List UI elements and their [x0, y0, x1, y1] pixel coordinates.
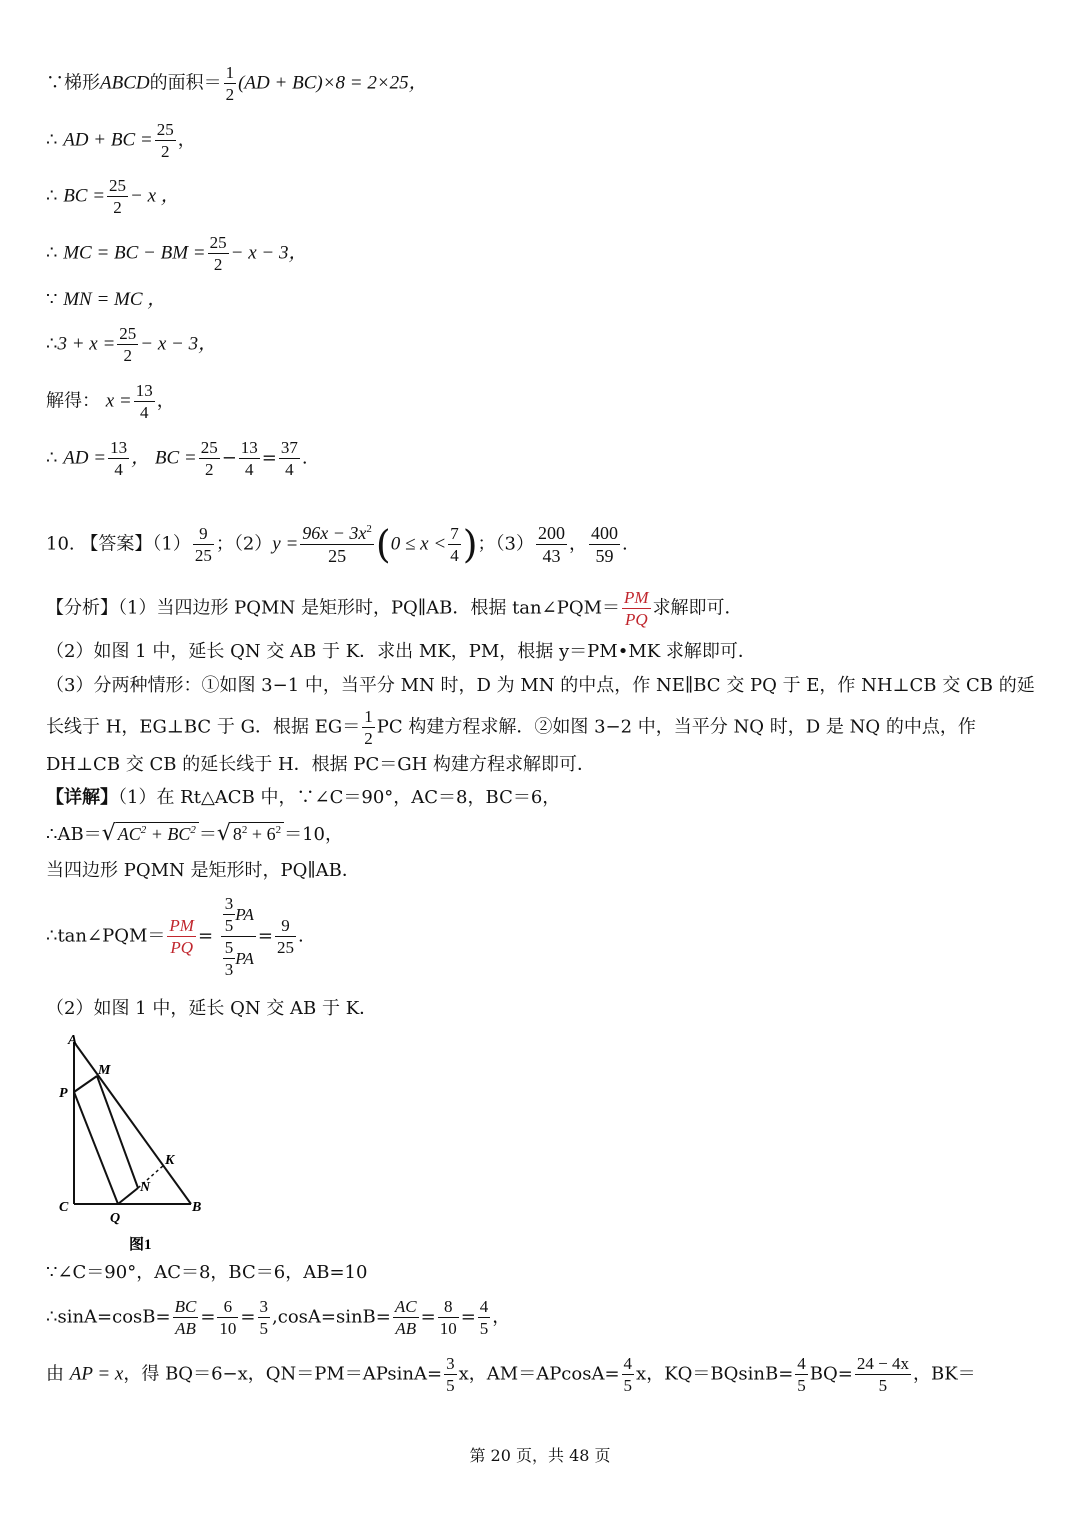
text: ，	[568, 533, 587, 555]
detail-line-1	[46, 789, 560, 807]
text: （1）	[152, 533, 191, 555]
text: （3）分两种情形：①如图 3−1 中，当平分 MN 时，D 为 MN 的中点，作 NE∥BC 交 PQ 于 E，作 NH⊥CB 交 CB 的延	[46, 675, 1035, 696]
text: ；	[477, 533, 496, 555]
side-ab	[74, 1042, 191, 1204]
analysis-line-1	[46, 589, 743, 628]
fraction: $\frac{1}{2}$	[225, 63, 235, 104]
fraction: $\frac{7}{4}$	[450, 524, 459, 565]
line-4	[46, 234, 307, 273]
text: DH⊥CB 交 CB 的延长线于 H．根据 PC＝GH 构建方程求解即可．	[46, 754, 596, 775]
analysis-line-4	[46, 708, 976, 747]
fraction: $\frac{200}{43}$	[537, 523, 565, 566]
line-3	[46, 177, 180, 216]
detail-line-3	[46, 862, 360, 880]
analysis-tag: 【分析】	[46, 597, 118, 619]
text: ，	[156, 390, 175, 412]
analysis-line-2	[46, 643, 756, 661]
text: ＝	[198, 824, 217, 845]
math: x =	[105, 390, 132, 412]
math: MC = BC − BM =	[63, 242, 206, 264]
fraction: $\frac{4}{5}$	[479, 1297, 489, 1338]
line-1	[46, 64, 428, 103]
text: ∵梯形	[46, 72, 100, 94]
text: ∴	[46, 333, 58, 355]
math: ABCD	[100, 72, 150, 94]
segment-pq	[74, 1092, 118, 1204]
detail-line-5	[46, 1000, 377, 1018]
figure-1	[46, 1030, 226, 1255]
text: （2）	[233, 533, 273, 555]
text: ，	[492, 1306, 511, 1328]
fraction: $\frac{400}{59}$	[590, 523, 618, 566]
fraction: $\frac{9}{25}$	[194, 524, 212, 565]
text: 的面积＝	[149, 72, 222, 94]
after-line-1	[46, 1264, 367, 1282]
fraction: $\frac{3}{5}$	[259, 1297, 269, 1338]
label-q: Q	[110, 1211, 121, 1226]
math: (AD + BC)×8 = 2×25，	[238, 72, 428, 94]
fraction: $\frac{4}{5}$	[797, 1354, 806, 1395]
text: 当四边形 PQMN 是矩形时，PQ∥AB．	[46, 860, 360, 881]
label-m: M	[98, 1063, 111, 1078]
text: （3）	[495, 533, 534, 555]
text: 求解即可．	[652, 597, 743, 619]
segment-pm	[74, 1076, 97, 1092]
text: ；	[215, 533, 234, 555]
math: BC =	[63, 185, 106, 207]
text: ∴tan∠PQM＝	[46, 925, 166, 947]
text: （2）如图 1 中，延长 QN 交 AB 于 K．求出 MK，PM，根据 y＝PM•MK 求解即可．	[46, 641, 756, 662]
line-8	[46, 439, 308, 478]
math: AD + BC =	[63, 129, 153, 151]
text: .	[301, 447, 308, 469]
compound-fraction: $\frac{3}{5}$ PA $\frac{5}{3}$ PA	[221, 895, 256, 978]
label-p: P	[59, 1086, 68, 1101]
text: ，BK＝	[912, 1363, 976, 1385]
figure-caption: 图1	[129, 1237, 152, 1253]
fraction: $\frac{96x - 3x^2}{25}$	[302, 523, 372, 566]
after-line-3	[46, 1355, 976, 1394]
fraction: $\frac{PM}{PQ}$	[169, 916, 194, 957]
text: ∴	[46, 185, 58, 207]
text: ∴	[46, 447, 58, 469]
analysis-line-5	[46, 756, 595, 774]
fraction: $\frac{9}{25}$	[276, 916, 294, 957]
fraction: $\frac{13}{4}$	[240, 438, 258, 479]
line-2	[46, 121, 196, 160]
line-7	[46, 382, 175, 421]
fraction: $\frac{25}{2}$	[200, 438, 218, 479]
paren-left: (	[375, 522, 391, 567]
fraction: $\frac{3}{5}$	[446, 1354, 455, 1395]
label-n: N	[140, 1180, 151, 1195]
text: x，KQ＝BQsinB=	[636, 1363, 794, 1385]
text: =	[197, 925, 214, 947]
math: MN = MC ，	[63, 289, 167, 310]
fraction: $\frac{AC}{AB}$	[394, 1297, 417, 1338]
fraction: $\frac{25}{2}$	[156, 120, 174, 161]
fraction: $\frac{BC}{AB}$	[174, 1297, 197, 1338]
fraction: $\frac{25}{2}$	[209, 233, 227, 274]
line-5	[46, 290, 166, 309]
paren-right: )	[462, 522, 478, 567]
text: 长线于 H，EG⊥BC 于 G．根据 EG＝	[46, 716, 361, 738]
text: 解得：	[46, 390, 100, 412]
text: .	[621, 533, 628, 555]
detail-line-4	[46, 895, 304, 978]
text: ∴AB＝	[46, 824, 102, 845]
math: 0 ≤ x <	[390, 533, 447, 555]
math: y =	[272, 533, 299, 555]
fraction: $\frac{37}{4}$	[280, 438, 298, 479]
text: =	[261, 447, 277, 469]
fraction: $\frac{6}{10}$	[219, 1297, 237, 1338]
text: （1）在 Rt△ACB 中，∵∠C＝90°，AC＝8，BC＝6，	[118, 787, 561, 808]
q10-answer	[46, 524, 628, 565]
text: ,cosA=sinB=	[272, 1306, 391, 1328]
text: ，	[177, 129, 196, 151]
text: ∴	[46, 129, 58, 151]
label-c: C	[59, 1200, 69, 1215]
fraction: $\frac{4}{5}$	[623, 1354, 633, 1395]
text: ＝10，	[284, 824, 343, 845]
text: ∵	[46, 289, 58, 310]
sqrt: $AC^2 + BC^2$	[116, 822, 199, 843]
fraction: $\frac{25}{2}$	[109, 176, 127, 217]
math: AP = x	[69, 1363, 124, 1385]
text: （2）如图 1 中，延长 QN 交 AB 于 K．	[46, 998, 378, 1019]
text: −	[221, 447, 237, 469]
fraction: $\frac{24 - 4x}{5}$	[856, 1354, 909, 1395]
fraction: $\frac{8}{10}$	[439, 1297, 457, 1338]
text: ∴sinA=cosB=	[46, 1306, 171, 1328]
sqrt: $8^2 + 6^2$	[231, 822, 284, 843]
text: PC 构建方程求解．②如图 3−2 中，当平分 NQ 时，D 是 NQ 的中点，作	[376, 716, 976, 738]
text: （1）当四边形 PQMN 是矩形时，PQ∥AB．根据 tan∠PQM＝	[118, 597, 621, 619]
math: − x − 3，	[230, 242, 308, 264]
fraction: $\frac{25}{2}$	[119, 324, 137, 365]
text: =	[257, 925, 273, 947]
math: − x − 3，	[140, 333, 218, 355]
text: ∵∠C＝90°，AC＝8，BC＝6，AB=10	[46, 1262, 368, 1283]
text: ∴	[46, 242, 58, 264]
math: 3 + x =	[57, 333, 116, 355]
fraction: $\frac{13}{4}$	[110, 438, 128, 479]
page-footer: 第 20 页，共 48 页	[469, 1446, 611, 1465]
fraction: $\frac{13}{4}$	[135, 381, 153, 422]
detail-tag: 【详解】	[46, 787, 118, 808]
analysis-line-3	[46, 677, 1035, 695]
math: ， BC =	[131, 447, 197, 469]
text: .	[297, 925, 304, 947]
fraction: $\frac{PM}{PQ}$	[624, 588, 649, 629]
label-k: K	[165, 1153, 175, 1168]
segment-qn	[118, 1188, 138, 1204]
after-line-2: ∴sinA=cosB= $\frac{BC}{AB}$ = $\frac{6}{10}$ = $\frac{3}{5}$ ,cosA=sinB= $\frac{AC}{AB}$ = $\frac{8}{10}$ = $\frac{4}{5}$ ，	[46, 1297, 511, 1338]
answer-tag: 【答案】	[80, 533, 153, 555]
text: BQ=	[809, 1363, 853, 1385]
detail-line-2: ∴AB＝√ $AC^2 + BC^2$ ＝√ $8^2 + 6^2 =10$，	[46, 821, 343, 846]
text: ，得 BQ＝6−x，QN＝PM＝APsinA=	[123, 1363, 443, 1385]
label-a: A	[68, 1033, 78, 1048]
segment-mn	[97, 1076, 138, 1188]
text: x，AM＝APcosA=	[458, 1363, 620, 1385]
question-number: 10.	[46, 533, 75, 555]
text: 由	[46, 1363, 64, 1385]
math: − x ，	[130, 185, 180, 207]
label-b: B	[192, 1200, 202, 1215]
line-6	[46, 325, 217, 364]
fraction: $\frac{1}{2}$	[364, 707, 373, 748]
math: AD =	[63, 447, 107, 469]
